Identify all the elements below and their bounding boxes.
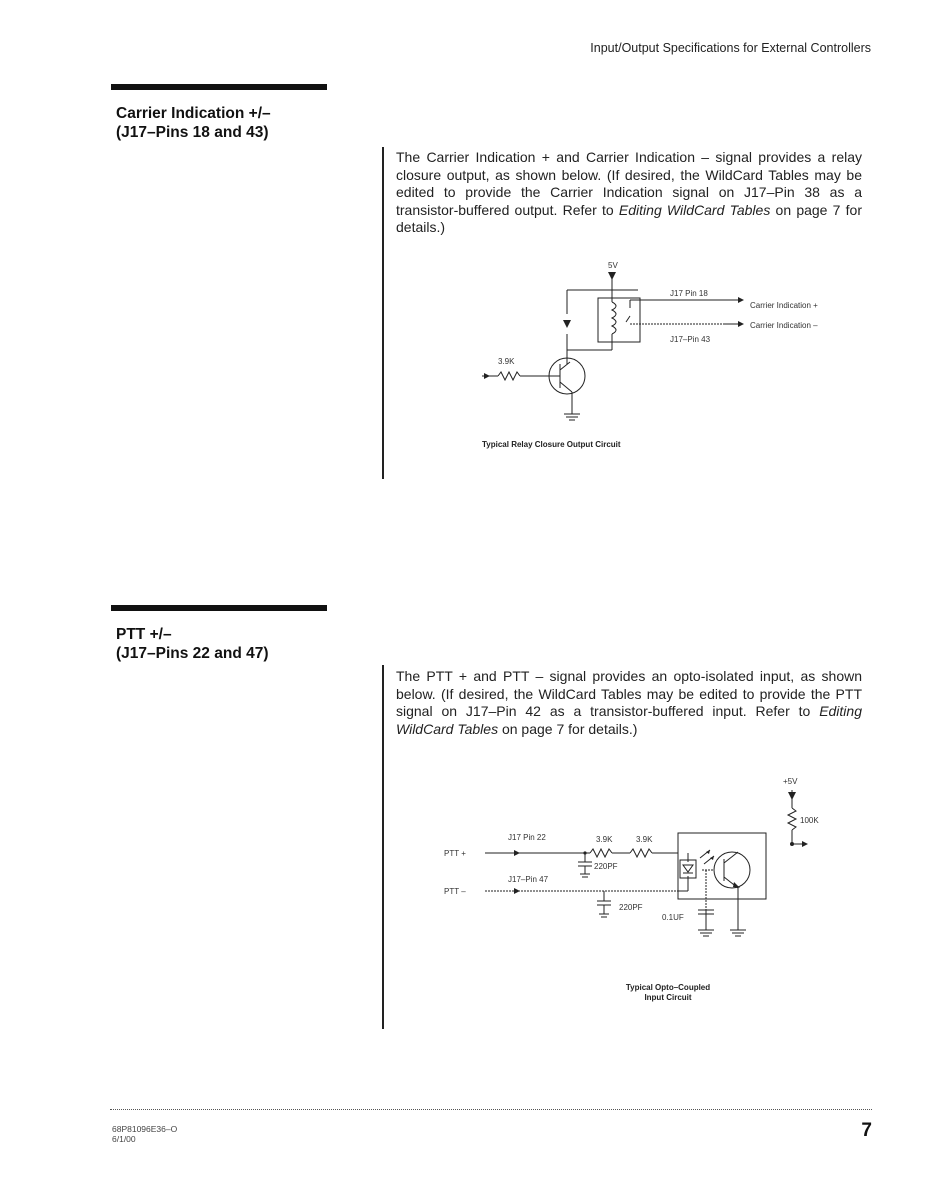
section-title-carrier bbox=[116, 104, 271, 142]
paragraph-ptt-text: The PTT + and PTT – signal provides an opto-isolated input, as shown below. (If desired, the WildCard Tables may be edited to provide the PTT signal on J17–Pin 42 as a transistor-buffered input. Refer to bbox=[396, 668, 862, 719]
label-resistor-3-9k: 3.9K bbox=[498, 357, 515, 366]
label-j17-pin47: J17–Pin 47 bbox=[508, 875, 549, 884]
change-bar-carrier bbox=[382, 147, 384, 479]
paragraph-carrier-text: The Carrier Indication + and Carrier Indication – signal provides a relay closure output, as shown below. (If desired, the WildCard Tables may be edited to provide the Carrier Indication signal on J17–Pin 38 as a transistor-buffered output. Refer to bbox=[396, 149, 862, 218]
label-j17-pin43: J17–Pin 43 bbox=[670, 335, 711, 344]
label-0-1uf: 0.1UF bbox=[662, 913, 684, 922]
paragraph-carrier bbox=[396, 149, 862, 237]
paragraph-carrier-ref: Editing WildCard Tables bbox=[618, 201, 771, 218]
diagram-caption-relay: Typical Relay Closure Output Circuit bbox=[482, 440, 621, 449]
relay-closure-diagram bbox=[470, 258, 850, 458]
label-carrier-minus: Carrier Indication – bbox=[750, 321, 818, 330]
opto-coupled-diagram bbox=[430, 770, 850, 1010]
label-carrier-plus: Carrier Indication + bbox=[750, 301, 818, 310]
label-j17-pin18: J17 Pin 18 bbox=[670, 289, 708, 298]
section-title-carrier-line1: Carrier Indication +/– bbox=[116, 105, 271, 122]
paragraph-carrier-text-end: on page 7 for details.) bbox=[396, 201, 863, 235]
section-rule-carrier bbox=[111, 84, 327, 90]
paragraph-ptt-text-end: on page 7 for details.) bbox=[498, 720, 638, 737]
paragraph-ptt bbox=[396, 668, 862, 738]
page-number: 7 bbox=[861, 1120, 872, 1141]
change-bar-ptt bbox=[382, 665, 384, 1029]
label-220pf-2: 220PF bbox=[619, 903, 643, 912]
label-100k: 100K bbox=[800, 816, 819, 825]
footer-date: 6/1/00 bbox=[112, 1134, 136, 1144]
label-res-3-9k-1: 3.9K bbox=[596, 835, 613, 844]
label-5v: 5V bbox=[608, 261, 618, 270]
footer-rule bbox=[110, 1109, 872, 1110]
section-title-ptt-line1: PTT +/– bbox=[116, 626, 172, 643]
label-ptt-minus: PTT – bbox=[444, 887, 466, 896]
paragraph-ptt-ref: Editing WildCard Tables bbox=[396, 703, 862, 737]
label-plus-5v: +5V bbox=[783, 777, 798, 786]
section-title-ptt bbox=[116, 625, 269, 663]
label-j17-pin22: J17 Pin 22 bbox=[508, 833, 546, 842]
label-res-3-9k-2: 3.9K bbox=[636, 835, 653, 844]
section-rule-ptt bbox=[111, 605, 327, 611]
diagram-caption-opto-line2: Input Circuit bbox=[644, 993, 692, 1002]
running-header: Input/Output Specifications for External Controllers bbox=[590, 41, 871, 55]
footer-doc-info bbox=[112, 1124, 177, 1144]
section-title-carrier-line2: (J17–Pins 18 and 43) bbox=[116, 124, 269, 141]
footer-doc-number: 68P81096E36–O bbox=[112, 1124, 178, 1134]
diagram-caption-opto-line1: Typical Opto–Coupled bbox=[625, 983, 711, 992]
label-220pf-1: 220PF bbox=[594, 862, 618, 871]
label-ptt-plus: PTT + bbox=[444, 849, 466, 858]
section-title-ptt-line2: (J17–Pins 22 and 47) bbox=[116, 645, 269, 662]
